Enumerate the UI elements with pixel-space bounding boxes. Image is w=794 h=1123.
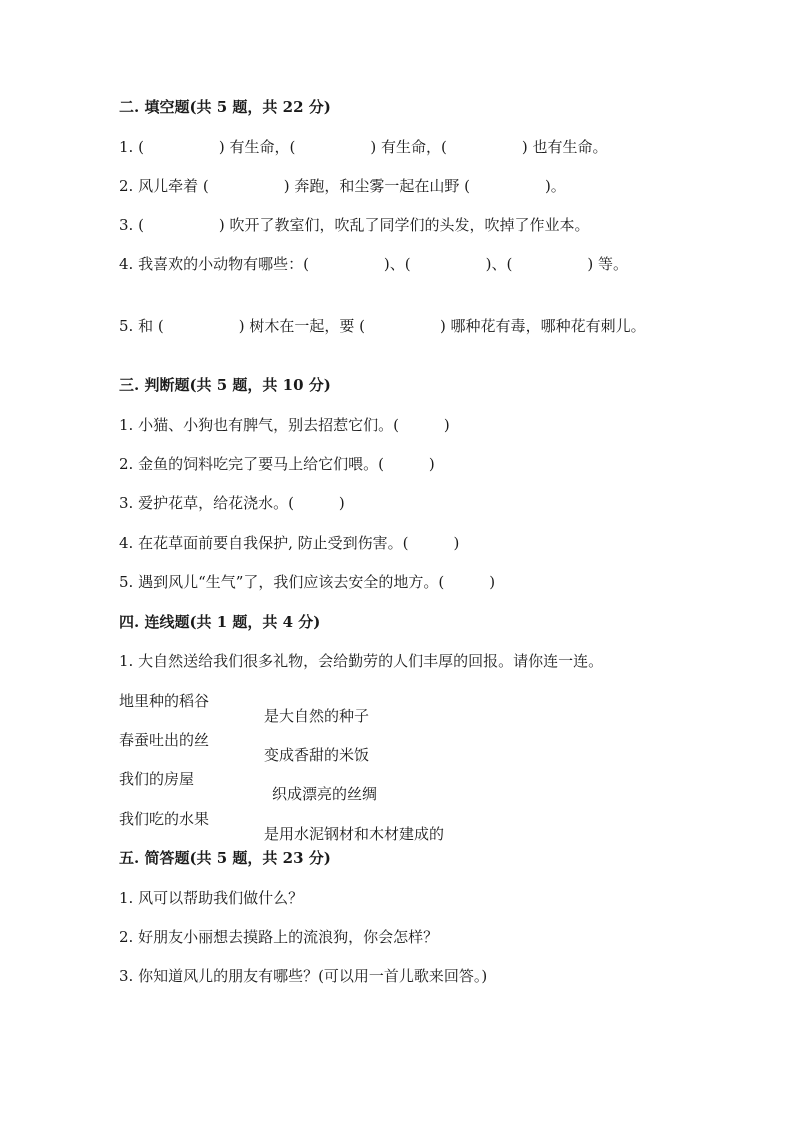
match-left-item-4: 我们吃的水果 (119, 810, 210, 828)
section-match-heading: 四. 连线题(共 1 题，共 4 分) (119, 613, 321, 631)
short-question-1: 1. 风可以帮助我们做什么？ (119, 889, 304, 907)
fill-question-4: 4. 我喜欢的小动物有哪些：( )、( )、( ) 等。 (119, 255, 628, 273)
match-left-item-1: 地里种的稻谷 (119, 692, 210, 710)
fill-question-1: 1. ( ) 有生命，( ) 有生命，( ) 也有生命。 (119, 138, 608, 156)
match-right-item-1: 是大自然的种子 (264, 707, 370, 725)
section-fill-heading: 二. 填空题(共 5 题，共 22 分) (119, 98, 331, 116)
match-left-item-3: 我们的房屋 (119, 770, 195, 788)
match-left-item-2: 春蚕吐出的丝 (119, 731, 210, 749)
match-right-item-3: 织成漂亮的丝绸 (272, 785, 378, 803)
judge-question-4: 4. 在花草面前要自我保护, 防止受到伤害。( ) (119, 534, 460, 552)
match-right-item-4: 是用水泥钢材和木材建成的 (264, 825, 445, 843)
section-judge-heading: 三. 判断题(共 5 题，共 10 分) (119, 376, 331, 394)
match-right-item-2: 变成香甜的米饭 (264, 746, 370, 764)
short-question-3: 3. 你知道风儿的朋友有哪些？(可以用一首儿歌来回答。) (119, 967, 488, 985)
fill-question-5: 5. 和 ( ) 树木在一起，要 ( ) 哪种花有毒，哪种花有刺儿。 (119, 317, 646, 335)
judge-question-3: 3. 爱护花草，给花浇水。( ) (119, 494, 345, 512)
match-question-1: 1. 大自然送给我们很多礼物，会给勤劳的人们丰厚的回报。请你连一连。 (119, 652, 604, 670)
section-short-heading: 五. 简答题(共 5 题，共 23 分) (119, 849, 331, 867)
fill-question-3: 3. ( ) 吹开了教室们，吹乱了同学们的头发，吹掉了作业本。 (119, 216, 590, 234)
fill-question-2: 2. 风儿牵着 ( ) 奔跑，和尘雾一起在山野 ( )。 (119, 177, 566, 195)
judge-question-5: 5. 遇到风儿“生气”了，我们应该去安全的地方。( ) (119, 573, 496, 591)
judge-question-2: 2. 金鱼的饲料吃完了要马上给它们喂。( ) (119, 455, 435, 473)
short-question-2: 2. 好朋友小丽想去摸路上的流浪狗，你会怎样？ (119, 928, 439, 946)
judge-question-1: 1. 小猫、小狗也有脾气，别去招惹它们。( ) (119, 416, 450, 434)
